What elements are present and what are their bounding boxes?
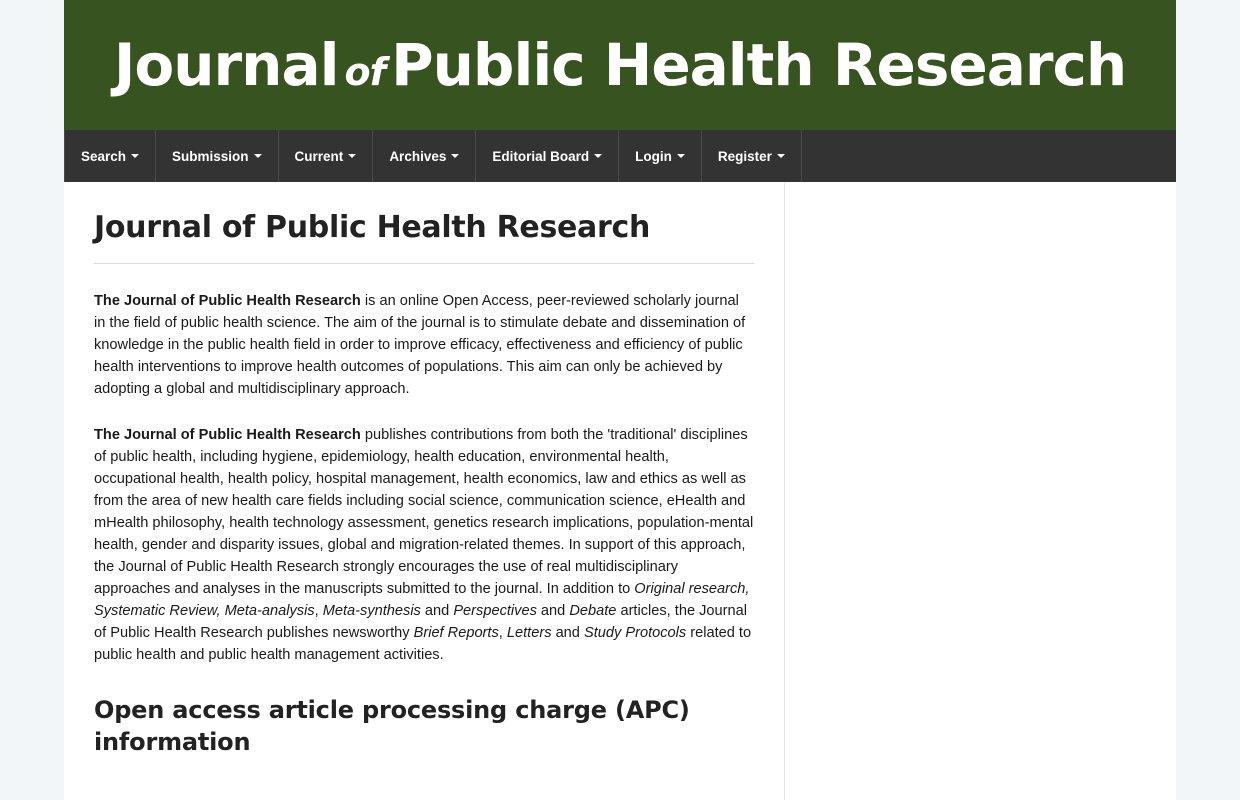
- site-title-of: of: [344, 50, 386, 94]
- intro-paragraph-lead: The Journal of Public Health Research: [94, 293, 361, 309]
- scope-paragraph-em5: Brief Reports: [413, 625, 499, 641]
- nav-item-label: Submission: [172, 148, 249, 164]
- scope-paragraph-seg8: related to public health and public health management activities.: [94, 625, 752, 663]
- scope-paragraph-em4: Debate: [569, 603, 617, 619]
- scope-paragraph-seg6: ,: [498, 625, 507, 641]
- apc-section-heading: Open access article processing charge (APC) information: [94, 696, 690, 756]
- scope-paragraph-seg1: publishes contributions from both the 'traditional' disciplines of public health, including hygiene, epidemiology, health education, environmental health, occupational health, health policy, hospital management, health economics, law and ethics as well as from the area of new health care fields including social science, communication science, eHealth and mHealth philosophy, health technology assessment, genetics research implications, population-mental health, gender and disparity issues, global and migration-related themes. In support of this approach, the Journal of Public Health Research strongly encourages the use of real multidisciplinary approaches and analyses in the manuscripts submitted to the journal. In addition to: [94, 427, 754, 597]
- nav-item-archives[interactable]: [373, 130, 476, 182]
- main-column: [64, 182, 784, 800]
- scope-paragraph-seg4: and: [536, 603, 570, 619]
- nav-item-label: Archives: [389, 148, 447, 164]
- chevron-down-icon: [594, 154, 602, 158]
- chevron-down-icon: [677, 154, 685, 158]
- intro-paragraph-body: is an online Open Access, peer-reviewed scholarly journal in the field of public health science. The aim of the journal is to stimulate debate and dissemination of knowledge in the public health field in order to improve efficacy, effectiveness and efficiency of public health interventions to improve health outcomes of populations. This aim can only be achieved by adopting a global and multidisciplinary approach.: [94, 293, 746, 397]
- nav-item-label: Current: [294, 148, 344, 164]
- scope-paragraph-em7: Study Protocols: [583, 625, 687, 641]
- scope-paragraph-seg2: ,: [314, 603, 323, 619]
- nav-item-search[interactable]: [64, 130, 156, 182]
- main-navigation[interactable]: [64, 130, 1176, 182]
- nav-item-label: Login: [635, 148, 672, 164]
- nav-item-editorial-board[interactable]: [476, 130, 619, 182]
- intro-paragraph: [94, 290, 754, 400]
- nav-item-label: Editorial Board: [492, 148, 590, 164]
- chevron-down-icon: [777, 154, 785, 158]
- sidebar: [784, 182, 1176, 800]
- site-title: [113, 31, 1127, 99]
- site-title-part2: Public Health Research: [391, 31, 1127, 99]
- scope-paragraph: [94, 424, 754, 666]
- page-container: [64, 0, 1176, 800]
- nav-item-label: Search: [81, 148, 127, 164]
- nav-item-submission[interactable]: [156, 130, 279, 182]
- content-area: [64, 182, 1176, 800]
- site-title-part1: Journal: [113, 31, 339, 99]
- page-title: Journal of Public Health Research: [94, 210, 651, 245]
- nav-item-register[interactable]: [702, 130, 802, 182]
- scope-paragraph-lead: The Journal of Public Health Research: [94, 427, 361, 443]
- nav-item-label: Register: [717, 148, 772, 164]
- scope-paragraph-em6: Letters: [506, 625, 552, 641]
- site-masthead: [64, 0, 1176, 130]
- scope-paragraph-seg7: and: [551, 625, 584, 641]
- scope-paragraph-seg5: articles, the Journal of Public Health Research publishes newsworthy: [94, 603, 748, 641]
- scope-paragraph-em2: Meta-synthesis: [322, 603, 421, 619]
- scope-paragraph-em1: Original research, Systematic Review, Meta-analysis: [94, 581, 750, 619]
- chevron-down-icon: [254, 154, 262, 158]
- scope-paragraph-seg3: and: [420, 603, 454, 619]
- scope-paragraph-em3: Perspectives: [453, 603, 537, 619]
- title-divider: [94, 263, 754, 264]
- chevron-down-icon: [451, 154, 459, 158]
- nav-item-current[interactable]: [279, 130, 374, 182]
- nav-item-login[interactable]: [619, 130, 702, 182]
- chevron-down-icon: [348, 154, 356, 158]
- chevron-down-icon: [131, 154, 139, 158]
